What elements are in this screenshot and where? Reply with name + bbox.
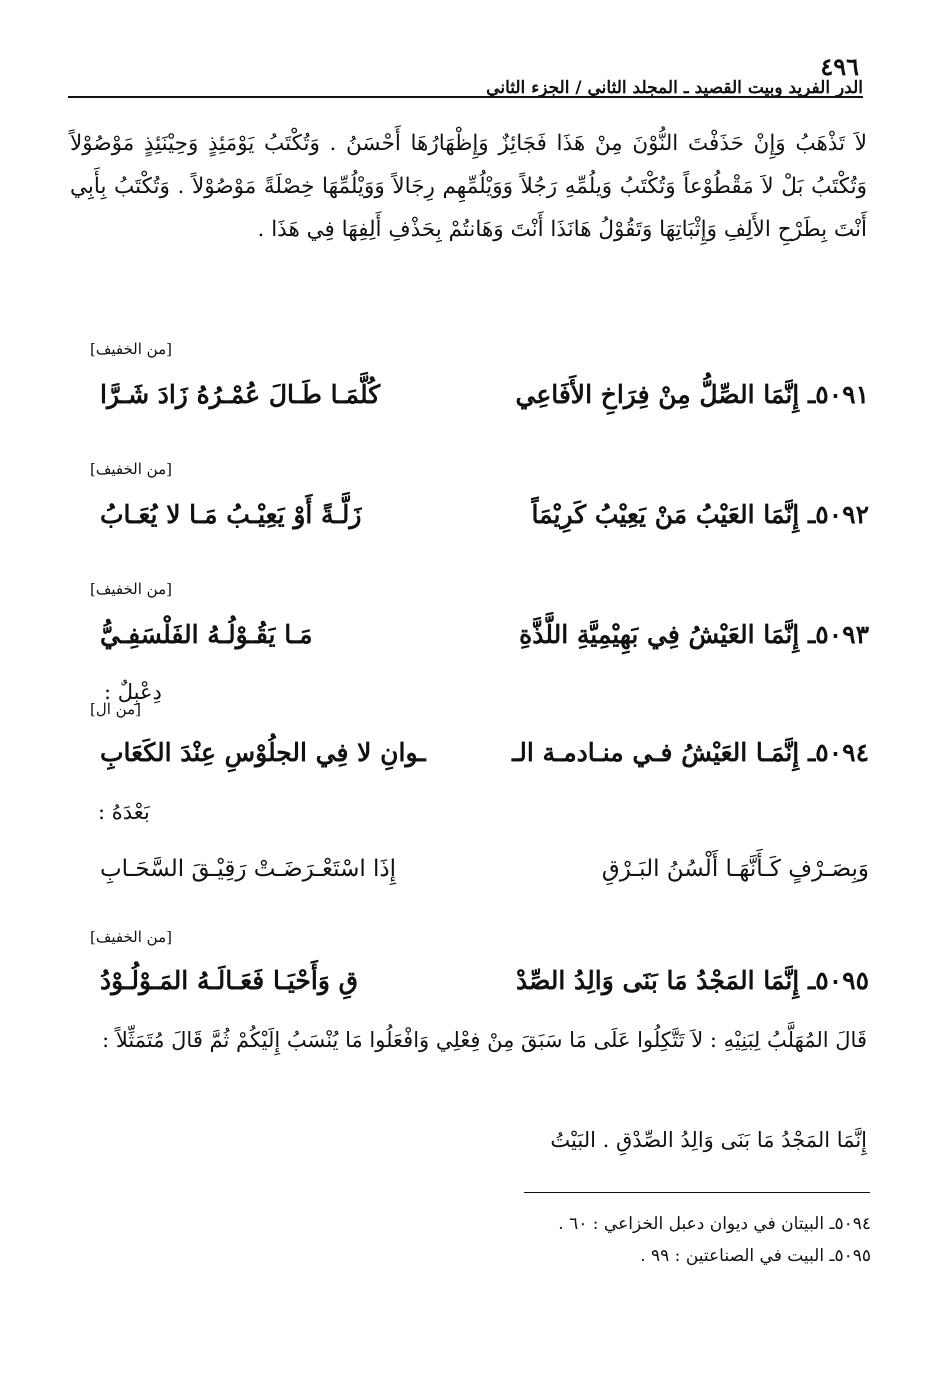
verse-5091: [100, 380, 869, 424]
page-header: [68, 52, 863, 98]
running-title: الدر الفريد وبيت القصيد ـ المجلد الثاني / الجزء الثاني: [486, 78, 863, 98]
meter-tag: [من الخفيف]: [90, 460, 172, 478]
footnote: ٥٠٩٤ـ البيتان في ديوان دعبل الخزاعي : ٦٠ .: [558, 1214, 871, 1234]
verse-5093: [100, 620, 869, 664]
footnote: ٥٠٩٥ـ البيت في الصناعتين : ٩٩ .: [640, 1246, 871, 1266]
verse-first-hemistich: [516, 966, 869, 995]
verse-second-hemistich: كُلَّمَـا طَـالَ عُمْـرُهُ زَادَ شَـرَّا: [100, 380, 381, 409]
verse-second-hemistich: قِ وَأَحْيَـا فَعَـالَـهُ المَـوْلُـوْدُ: [100, 966, 359, 995]
verse-second-hemistich: مَـا يَقُـوْلُـهُ الفَلْسَفِـيُّ: [100, 620, 313, 649]
verse-second-hemistich: إِذَا اسْتَعْـرَضَـتْ رَقِيْـقَ السَّحَـابِ: [100, 856, 397, 882]
verse-first-hemistich: [515, 380, 869, 409]
verse-number: ٥٠٩٤ـ: [807, 738, 869, 767]
footnote-separator: [524, 1192, 870, 1193]
quoted-verse-line: إِنَّمَا المَجْدُ مَا بَنَى وَالِدُ الصِّدْقِ . البَيْتُ: [550, 1128, 867, 1152]
meter-tag: [من ال]: [90, 700, 141, 718]
verse-sadr-text: إِنَّمَا العَيْبُ مَنْ يَعِيْبُ كَرِيْمَاً: [531, 500, 800, 529]
verse-5094: [100, 738, 869, 782]
meter-tag: [من الخفيف]: [90, 928, 172, 946]
page-number: ٤٩٦: [820, 52, 859, 81]
verse-sadr-text: إِنَّمَا المَجْدُ مَا بَنَى وَالِدُ الصِّدْ: [515, 966, 800, 995]
verse-5092: [100, 500, 869, 544]
verse-number: ٥٠٩١ـ: [807, 380, 869, 409]
verse-sadr-text: إِنَّمَا الصِّلُّ مِنْ فِرَاخِ الأَفَاعِي: [515, 380, 800, 409]
verse-first-hemistich: [519, 620, 869, 649]
verse-first-hemistich: [531, 500, 869, 529]
meter-tag: [من الخفيف]: [90, 580, 172, 598]
following-verse-intro: بَعْدَهُ :: [98, 800, 150, 824]
intro-paragraph: لاَ تَذْهَبُ وَإِنْ حَذَفْتَ النُّوْنَ مِنْ هَذَا فَجَائِزٌ وَإِظْهَارُهَا أَحْسَنُ . وَتُكْتَبُ يَوْمَئِذٍ وَحِيْنَئِذٍ مَوْصُوْلاً وَتُكْتَبُ بَلْ لاَ مَقْطُوْعاً وَتُكْتَبُ وَيلُمِّهِ رَجُلاً وَوَيْلُمِّهِم رِجَالاً وَوَيْلُمِّهَا خِصْلَةً مَوْصُوْلاً . وَتُكْتَبُ بِأَبِي أَنْتَ بِطَرْحِ الأَلِفِ وَإِثْبَاتِهَا وَتَقُوْلُ هَانَذَا أَنْتَ وَهَانتُمْ بِحَذْفِ أَلِفِهَا فِي هَذَا .: [70, 131, 867, 242]
verse-first-hemistich: [512, 738, 869, 767]
verse-sadr-text: إِنَّمَـا العَيْشُ فـي منـادمـة الـ: [511, 738, 800, 767]
verse-number: ٥٠٩٢ـ: [807, 500, 869, 529]
prose-paragraph: قَالَ المُهَلَّبُ لِبَنِيْهِ : لاَ تَتَّكِلُوا عَلَى مَا سَبَقَ مِنْ فِعْلِي وَافْعَلُوا مَا يُنْسَبُ إِلَيْكُمْ ثُمَّ قَالَ مُتَمَثِّلاً :: [102, 1028, 867, 1052]
poet-attribution: دِعْبِلٌ :: [104, 680, 162, 704]
verse-number: ٥٠٩٥ـ: [807, 966, 869, 995]
verse-second-hemistich: ـوانِ لا فِي الجلُوْسِ عِنْدَ الكَعَابِ: [100, 738, 426, 767]
verse-5095: [100, 966, 869, 1010]
header-rule: [68, 96, 863, 98]
verse-sadr-text: إِنَّمَا العَيْشُ فِي بَهِيْمِيَّةِ اللَّذَّةِ: [519, 620, 800, 649]
verse-number: ٥٠٩٣ـ: [807, 620, 869, 649]
verse-second-hemistich: زَلَّـةً أَوْ يَعِيْـبُ مَـا لا يُعَـابُ: [100, 500, 362, 529]
verse-first-hemistich: وَبِصَـرْفٍ كَـأَنَّهَـا أَلْسُنُ البَـرْقِ: [601, 856, 869, 882]
verse-continuation: [100, 856, 869, 900]
meter-tag: [من الخفيف]: [90, 340, 172, 358]
